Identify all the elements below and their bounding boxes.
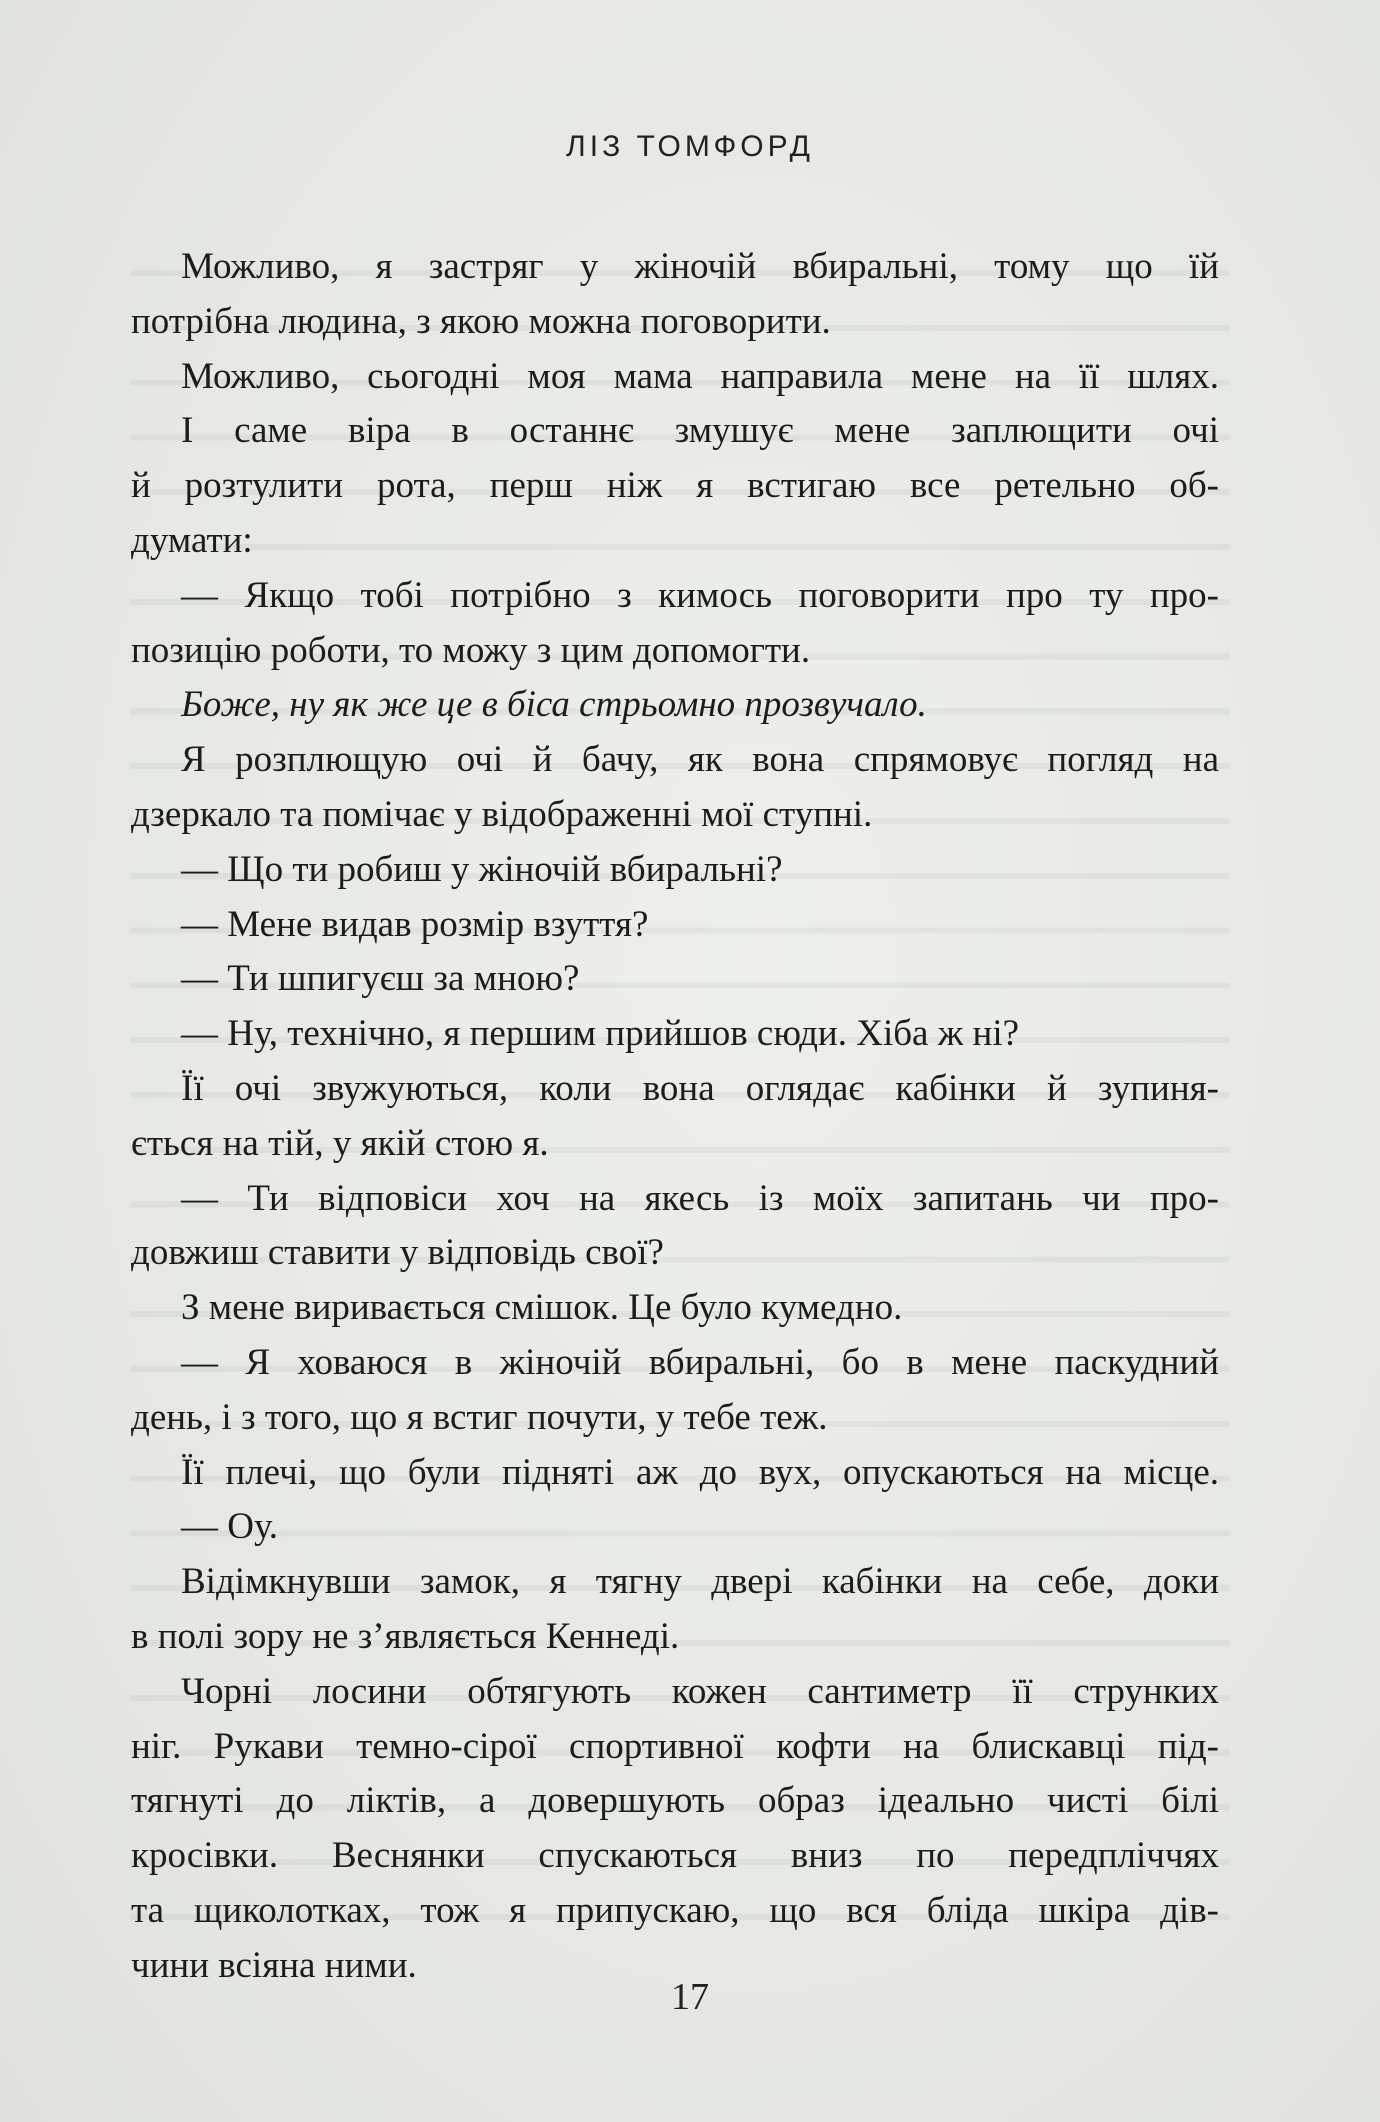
text-line: ється на тій, у якій стою я. xyxy=(131,1122,549,1164)
page-number: 17 xyxy=(671,1976,709,2018)
text-line: — Ну, технічно, я першим прийшов сюди. Хіба ж ні? xyxy=(181,1013,1020,1055)
text-line: — Оу. xyxy=(181,1506,279,1548)
text-line: думати: xyxy=(131,519,253,561)
text-line: Можливо, я застряг у жіночій вбиральні, тому що їй xyxy=(181,246,1219,287)
text-line: в полі зору не з’являється Кеннеді. xyxy=(131,1615,680,1657)
text-line: позицію роботи, то можу з цим допомогти. xyxy=(131,629,811,671)
text-line: Відімкнувши замок, я тягну двері кабінки на себе, доки xyxy=(181,1561,1219,1603)
text-line: Можливо, сьогодні моя мама направила мене на її шлях. xyxy=(181,355,1219,397)
text-line: та щиколотках, тож я припускаю, що вся бліда шкіра дів- xyxy=(131,1889,1219,1931)
text-line: — Мене видав розмір взуття? xyxy=(181,903,649,945)
text-line: Її очі звужуються, коли вона оглядає кабінки й зупиня- xyxy=(181,1067,1219,1109)
text-line: кросівки. Веснянки спускаються вниз по передпліччях xyxy=(131,1835,1219,1877)
text-line: І саме віра в останнє змушує мене заплющити очі xyxy=(181,410,1219,452)
text-line: Боже, ну як же це в біса стрьомно прозвучало. xyxy=(181,684,927,726)
text-line: дзеркало та помічає у відображенні мої ступні. xyxy=(131,793,873,835)
text-line: Я розплющую очі й бачу, як вона спрямовує погляд на xyxy=(181,739,1219,781)
text-line: — Якщо тобі потрібно з кимось поговорити про ту про- xyxy=(181,574,1219,616)
text-line: — Ти шпигуєш за мною? xyxy=(181,958,580,1000)
text-line: ніг. Рукави темно-сірої спортивної кофти на блискавці під- xyxy=(131,1725,1219,1767)
text-line: довжиш ставити у відповідь свої? xyxy=(131,1232,664,1274)
text-line: Її плечі, що були підняті аж до вух, опускаються на місце. xyxy=(181,1451,1219,1493)
text-line: — Що ти робиш у жіночій вбиральні? xyxy=(181,848,783,890)
text-line: Чорні лосини обтягують кожен сантиметр її струнких xyxy=(181,1670,1219,1712)
text-line: — Ти відповіси хоч на якесь із моїх запитань чи про- xyxy=(181,1177,1219,1219)
text-line: потрібна людина, з якою можна поговорити. xyxy=(131,300,831,342)
text-line: день, і з того, що я встиг почути, у тебе теж. xyxy=(131,1396,828,1438)
text-line: тягнуті до ліктів, а довершують образ ідеально чисті білі xyxy=(131,1780,1219,1822)
text-line: чини всіяна ними. xyxy=(131,1944,417,1986)
running-head: ЛІЗ ТОМФОРД xyxy=(566,130,814,163)
text-line: З мене виривається смішок. Це було кумедно. xyxy=(181,1287,903,1329)
text-line: й розтулити рота, перш ніж я встигаю все ретельно об- xyxy=(131,465,1219,507)
body-text xyxy=(131,240,1219,1994)
text-line: — Я ховаюся в жіночій вбиральні, бо в мене паскудний xyxy=(181,1341,1219,1383)
